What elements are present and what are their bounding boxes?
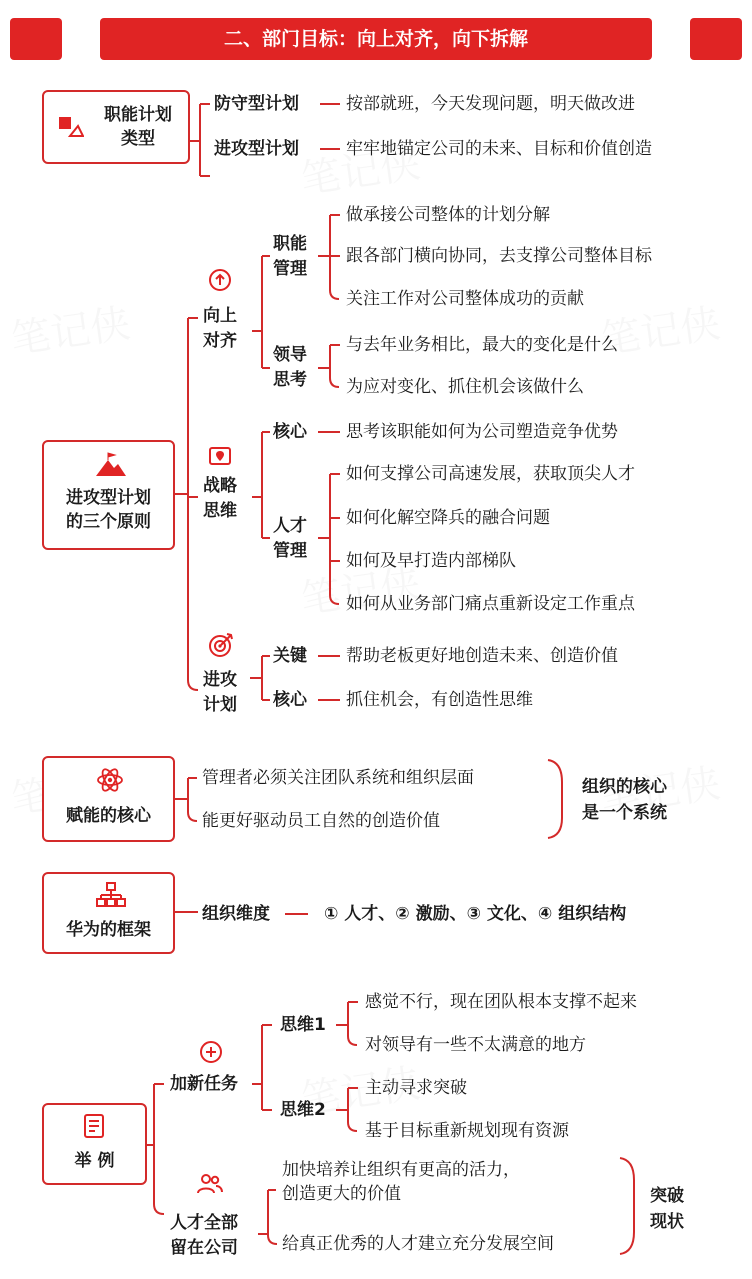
thinking2-item: 基于目标重新规划现有资源	[365, 1121, 569, 1141]
talent-management-item: 如何及早打造内部梯队	[346, 551, 516, 571]
offensive-plan-label: 进攻型计划	[214, 139, 299, 159]
thinking2-item: 主动寻求突破	[365, 1078, 467, 1098]
attack-core-desc: 抓住机会，有创造性思维	[346, 690, 533, 710]
talent-management-item: 如何支撑公司高速发展，获取顶尖人才	[346, 464, 635, 484]
thinking1-label: 思维1	[280, 1015, 326, 1035]
retain-talent-label: 人才全部 留在公司	[170, 1213, 238, 1258]
new-task-label: 加新任务	[170, 1074, 238, 1094]
target-icon	[208, 632, 234, 658]
mountain-flag-icon	[94, 452, 128, 478]
strategic-thinking-label: 战略 思维	[203, 476, 237, 521]
thinking2-label: 思维2	[280, 1100, 326, 1120]
empowerment-item: 管理者必须关注团队系统和组织层面	[202, 768, 474, 788]
offensive-principles-box	[42, 440, 175, 550]
thinking1-item: 感觉不行，现在团队根本支撑不起来	[365, 992, 637, 1012]
strategy-core-desc: 思考该职能如何为公司塑造竞争优势	[346, 422, 618, 442]
attack-key-desc: 帮助老板更好地创造未来、创造价值	[346, 646, 618, 666]
map-pin-icon	[208, 445, 232, 469]
example-label: 举 例	[74, 1151, 115, 1171]
empowerment-core-label: 赋能的核心	[66, 806, 151, 826]
huawei-framework-label: 华为的框架	[66, 920, 151, 940]
retain-talent-item: 加快培养让组织有更高的活力， 创造更大的价值	[282, 1160, 520, 1204]
retain-talent-item: 给真正优秀的人才建立充分发展空间	[282, 1234, 554, 1254]
leader-thinking-item: 为应对变化、抓住机会该做什么	[346, 377, 584, 397]
talent-management-item: 如何化解空降兵的融合问题	[346, 508, 550, 528]
align-upward-label: 向上 对齐	[203, 306, 237, 351]
header-right-tab	[690, 18, 742, 60]
thinking1-item: 对领导有一些不太满意的地方	[365, 1035, 586, 1055]
talent-management-item: 如何从业务部门痛点重新设定工作重点	[346, 594, 635, 614]
breakthrough-conclusion: 突破 现状	[650, 1186, 684, 1232]
plus-circle-icon	[199, 1040, 223, 1064]
plan-type-box	[42, 90, 190, 164]
function-management-label: 职能 管理	[273, 234, 307, 279]
header-left-tab	[10, 18, 62, 60]
page-title: 二、部门目标：向上对齐，向下拆解	[100, 18, 652, 60]
empowerment-item: 能更好驱动员工自然的创造价值	[202, 811, 440, 831]
strategy-shapes-icon	[56, 114, 84, 142]
org-chart-icon	[96, 882, 126, 908]
plan-type-label: 职能计划 类型	[104, 105, 172, 149]
function-management-item: 跟各部门横向协同，去支撑公司整体目标	[346, 246, 652, 266]
org-dimension-label: 组织维度	[202, 904, 270, 924]
leader-thinking-label: 领导 思考	[273, 345, 307, 390]
function-management-item: 关注工作对公司整体成功的贡献	[346, 289, 584, 309]
clipboard-icon	[83, 1113, 107, 1141]
strategy-core-label: 核心	[273, 422, 307, 442]
function-management-item: 做承接公司整体的计划分解	[346, 205, 550, 225]
example-box	[42, 1103, 147, 1185]
atom-icon	[96, 766, 124, 794]
huawei-framework-box	[42, 872, 175, 954]
defensive-plan-desc: 按部就班，今天发现问题，明天做改进	[346, 94, 635, 114]
offensive-plan-node-label: 进攻 计划	[203, 670, 237, 715]
system-conclusion: 组织的核心 是一个系统	[582, 777, 667, 823]
talent-management-label: 人才 管理	[273, 516, 307, 561]
empowerment-core-box	[42, 756, 175, 842]
offensive-plan-desc: 牢牢地锚定公司的未来、目标和价值创造	[346, 139, 652, 159]
arrow-up-circle-icon	[208, 268, 232, 292]
leader-thinking-item: 与去年业务相比，最大的变化是什么	[346, 335, 618, 355]
attack-core-label: 核心	[273, 690, 307, 710]
defensive-plan-label: 防守型计划	[214, 94, 299, 114]
attack-key-label: 关键	[273, 646, 307, 666]
org-dimension-desc: ① 人才、② 激励、③ 文化、④ 组织结构	[324, 904, 627, 924]
offensive-principles-label: 进攻型计划 的三个原则	[66, 488, 151, 532]
people-icon	[196, 1172, 224, 1196]
